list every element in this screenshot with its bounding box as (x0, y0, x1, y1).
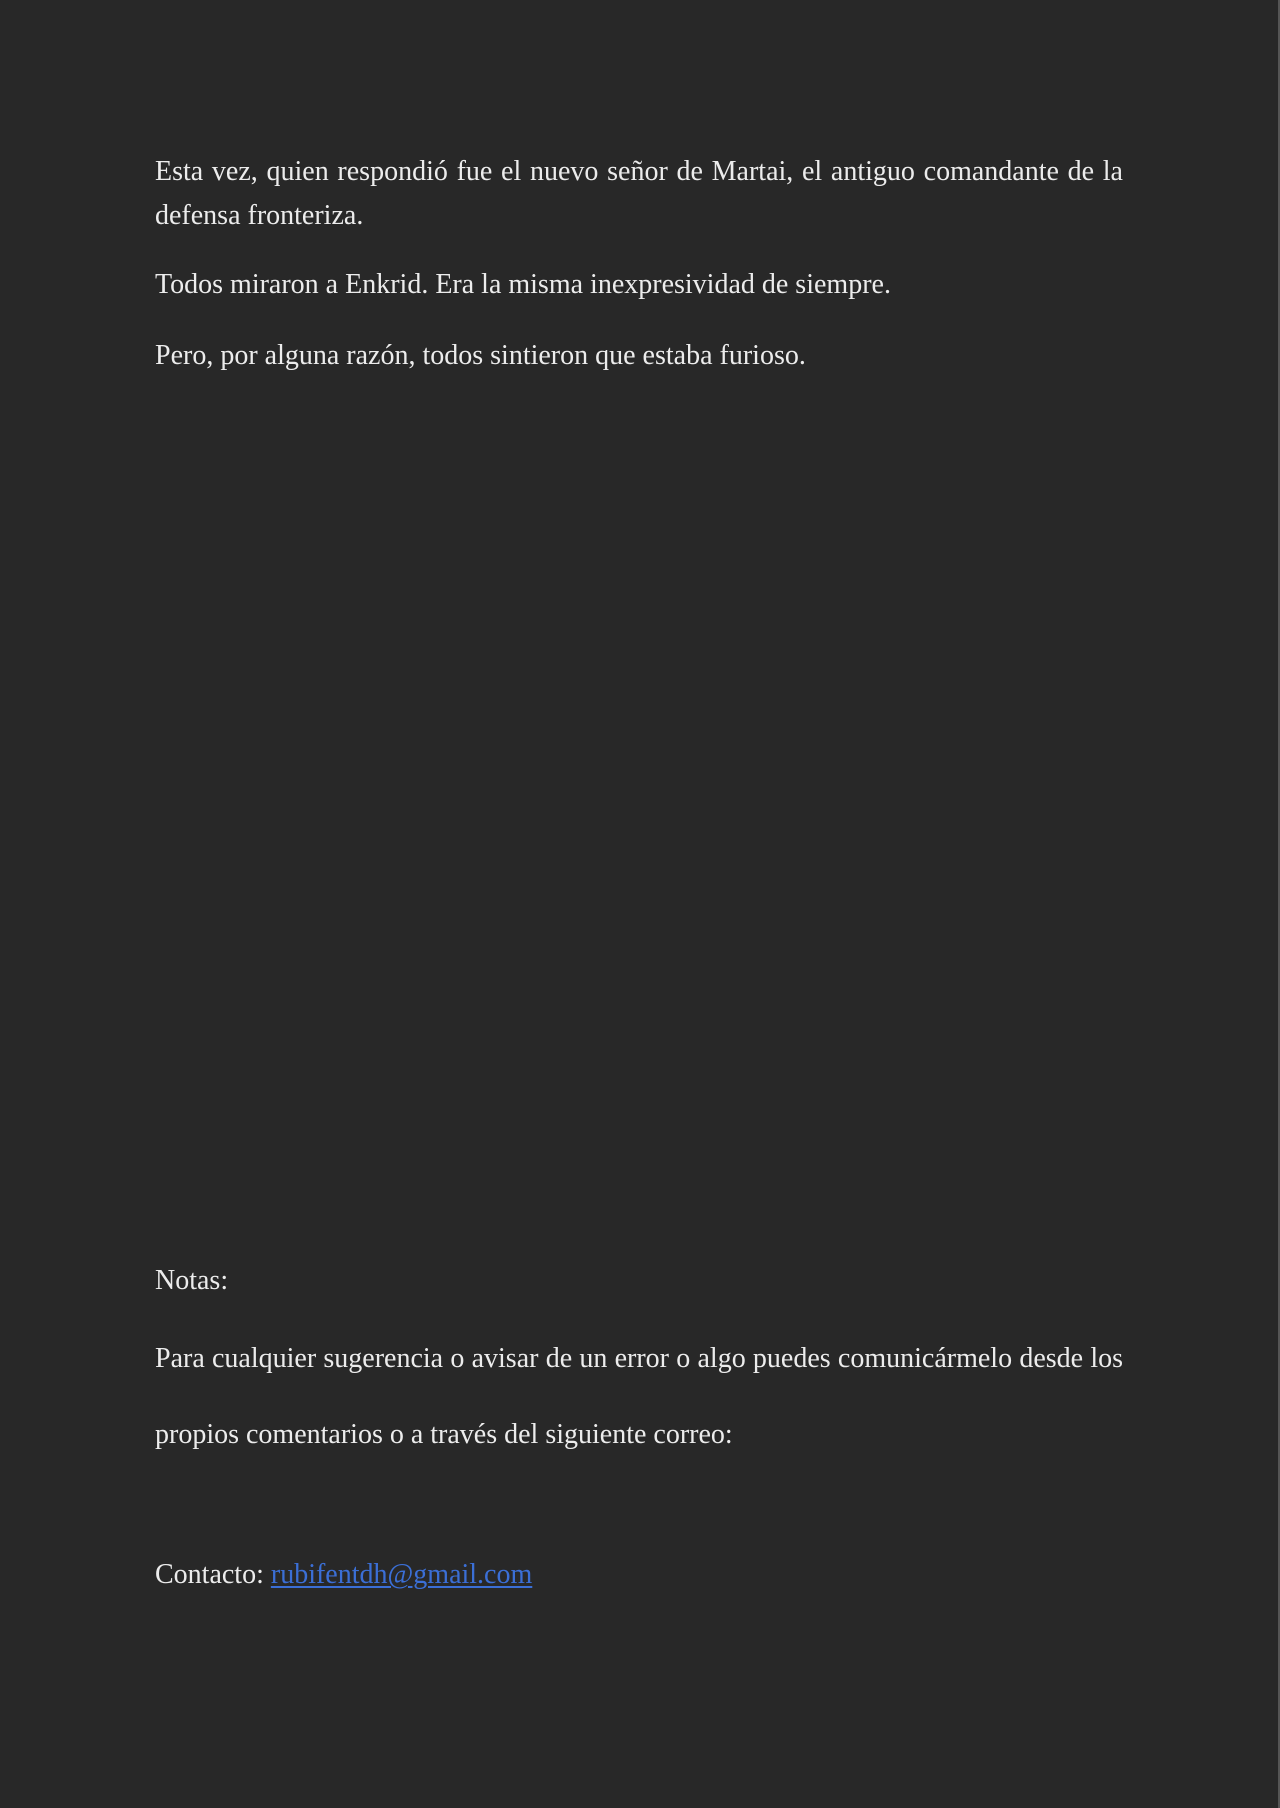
story-paragraph-3: Pero, por alguna razón, todos sintieron que estaba furioso. (155, 340, 806, 371)
notes-text-line-2: propios comentarios o a través del siguiente correo: (155, 1419, 733, 1450)
notes-text-line-1: Para cualquier sugerencia o avisar de un error o algo puedes comunicármelo desde los (155, 1343, 1123, 1374)
notes-heading: Notas: (155, 1265, 229, 1296)
contact-label: Contacto: (155, 1559, 264, 1590)
contact-line (155, 1553, 1123, 1597)
story-paragraph-2: Todos miraron a Enkrid. Era la misma inexpresividad de siempre. (155, 269, 891, 300)
contact-email-link[interactable]: rubifentdh@gmail.com (270, 1559, 533, 1590)
story-paragraph-1: Esta vez, quien respondió fue el nuevo señor de Martai, el antiguo comandante de la defensa fronteriza. (155, 156, 1123, 231)
